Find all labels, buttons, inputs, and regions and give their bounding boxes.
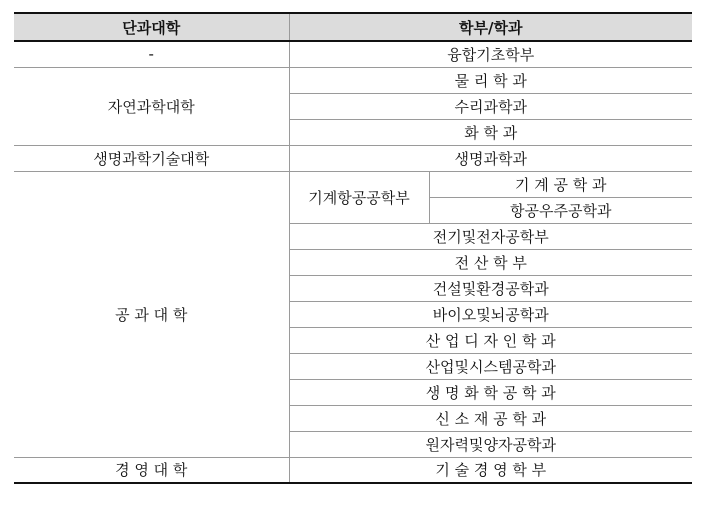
table-header-row: [14, 13, 692, 41]
department-cell: 생명과학과: [289, 145, 692, 171]
department-cell: 건설및환경공학과: [289, 275, 692, 301]
department-cell: 산업및시스템공학과: [289, 353, 692, 379]
college-cell: -: [14, 41, 289, 67]
college-cell: 자연과학대학: [14, 67, 289, 145]
department-cell: 수리과학과: [289, 93, 692, 119]
department-cell: 원자력및양자공학과: [289, 431, 692, 457]
college-department-table: [14, 12, 692, 484]
department-cell: 기 계 공 학 과: [429, 171, 692, 197]
header-college: 단과대학: [14, 13, 289, 41]
department-cell: 신 소 재 공 학 과: [289, 405, 692, 431]
department-cell: 전기및전자공학부: [289, 223, 692, 249]
table-row: [14, 145, 692, 171]
department-cell: 바이오및뇌공학과: [289, 301, 692, 327]
department-cell: 산 업 디 자 인 학 과: [289, 327, 692, 353]
department-cell: 생 명 화 학 공 학 과: [289, 379, 692, 405]
department-cell: 화 학 과: [289, 119, 692, 145]
college-cell: 생명과학기술대학: [14, 145, 289, 171]
department-cell: 물 리 학 과: [289, 67, 692, 93]
college-cell: 공 과 대 학: [14, 171, 289, 457]
table-row: [14, 41, 692, 67]
table-row: [14, 457, 692, 483]
table-row: [14, 67, 692, 93]
department-cell: 융합기초학부: [289, 41, 692, 67]
department-cell: 전 산 학 부: [289, 249, 692, 275]
department-cell: 기 술 경 영 학 부: [289, 457, 692, 483]
header-department: 학부/학과: [289, 13, 692, 41]
department-cell: 항공우주공학과: [429, 197, 692, 223]
college-cell: 경 영 대 학: [14, 457, 289, 483]
school-group-cell: 기계항공공학부: [289, 171, 429, 223]
table-row: [14, 171, 692, 197]
